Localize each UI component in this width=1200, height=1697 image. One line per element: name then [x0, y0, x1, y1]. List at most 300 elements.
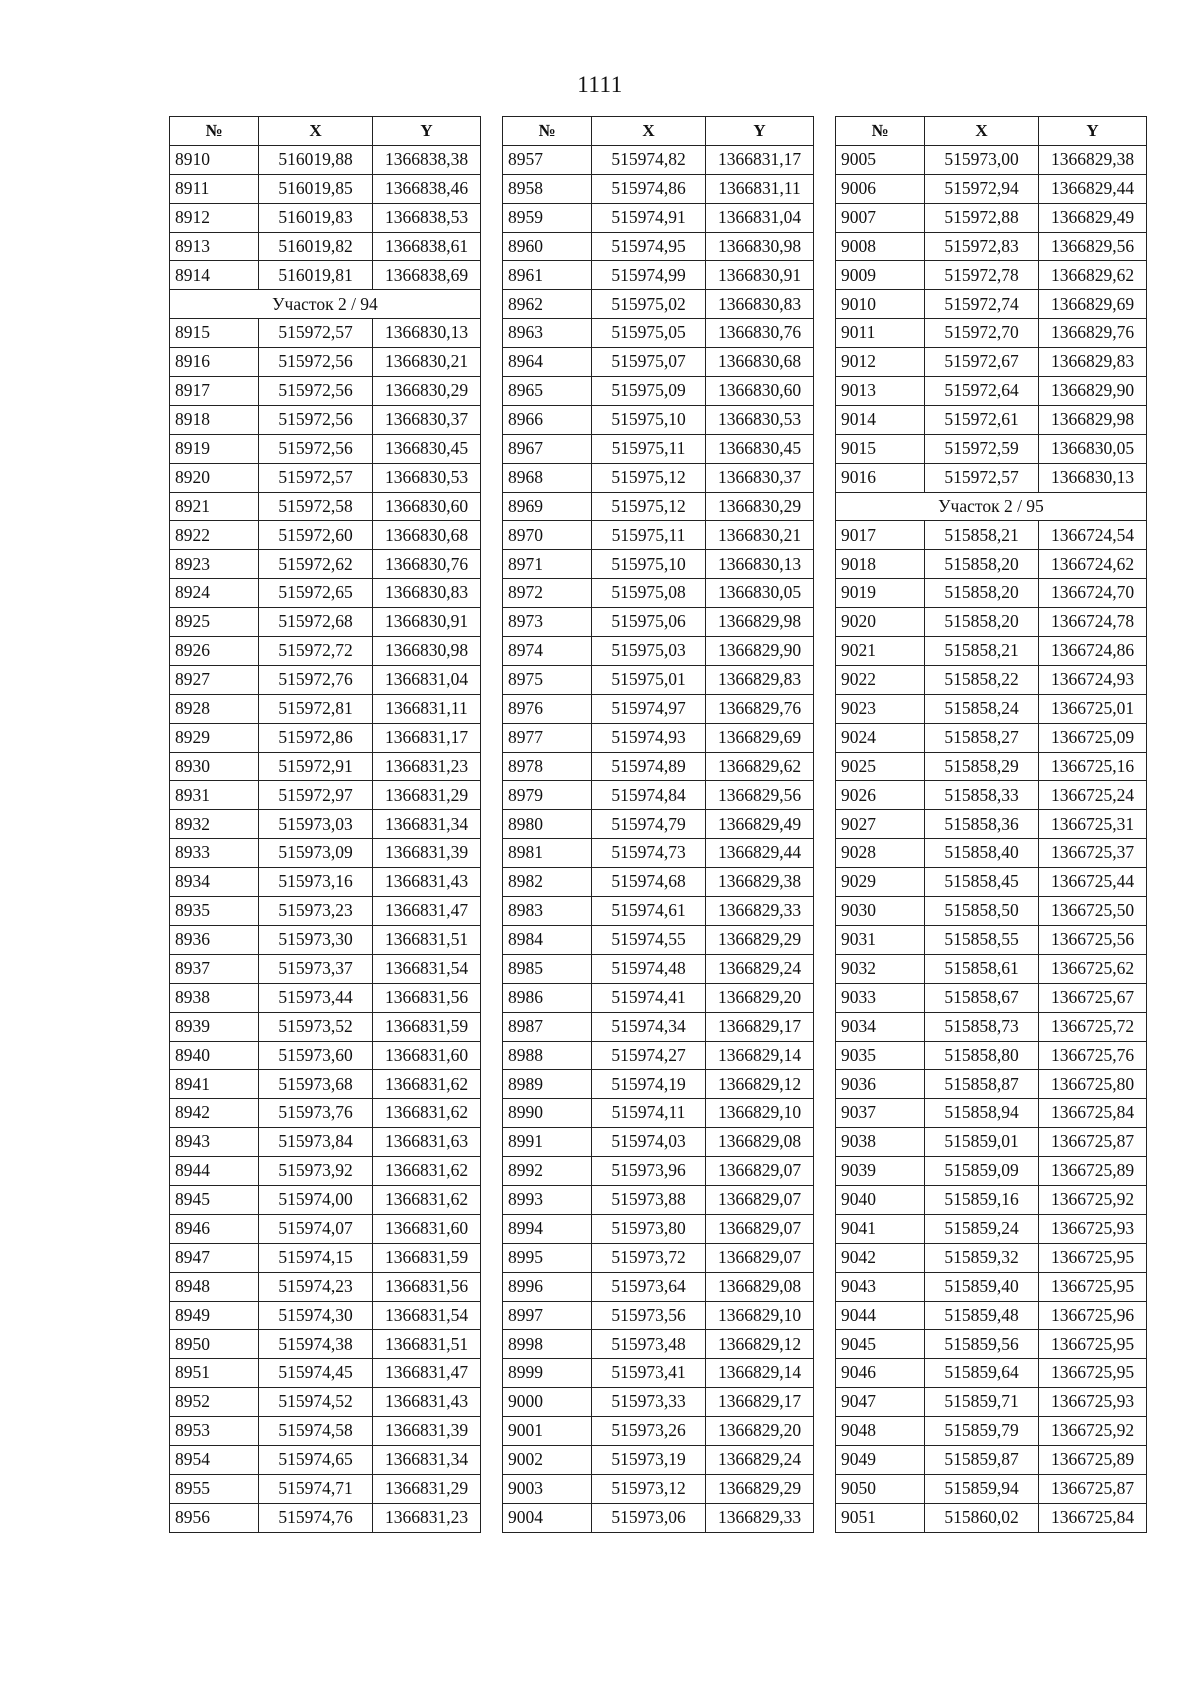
- table-row: [836, 377, 1147, 406]
- table-row: [503, 290, 814, 319]
- table-body: [836, 145, 1147, 1532]
- y-coordinate-cell: 1366725,93: [1039, 1388, 1147, 1417]
- point-number-cell: 9033: [836, 983, 925, 1012]
- point-number-cell: 8985: [503, 954, 592, 983]
- y-coordinate-cell: 1366831,34: [373, 810, 481, 839]
- point-number-cell: 8989: [503, 1070, 592, 1099]
- table-row: [836, 637, 1147, 666]
- x-coordinate-cell: 515973,88: [592, 1185, 706, 1214]
- x-coordinate-cell: 515974,61: [592, 897, 706, 926]
- y-coordinate-cell: 1366829,07: [706, 1214, 814, 1243]
- point-number-cell: 9001: [503, 1417, 592, 1446]
- point-number-cell: 8986: [503, 983, 592, 1012]
- x-coordinate-cell: 515859,09: [925, 1157, 1039, 1186]
- table-row: [503, 608, 814, 637]
- y-coordinate-cell: 1366831,56: [373, 983, 481, 1012]
- point-number-cell: 8950: [170, 1330, 259, 1359]
- table-row: [170, 1041, 481, 1070]
- x-coordinate-cell: 515858,21: [925, 637, 1039, 666]
- point-number-cell: 8984: [503, 925, 592, 954]
- y-coordinate-cell: 1366831,29: [373, 781, 481, 810]
- table-row: [836, 954, 1147, 983]
- y-coordinate-cell: 1366831,39: [373, 839, 481, 868]
- y-coordinate-cell: 1366725,93: [1039, 1214, 1147, 1243]
- x-coordinate-cell: 515975,12: [592, 492, 706, 521]
- x-coordinate-cell: 515858,20: [925, 608, 1039, 637]
- x-coordinate-cell: 515859,87: [925, 1445, 1039, 1474]
- x-coordinate-cell: 515974,52: [259, 1388, 373, 1417]
- point-number-cell: 8910: [170, 145, 259, 174]
- x-coordinate-cell: 516019,81: [259, 261, 373, 290]
- point-number-cell: 8919: [170, 434, 259, 463]
- point-number-cell: 8954: [170, 1445, 259, 1474]
- header-y: Y: [706, 117, 814, 146]
- y-coordinate-cell: 1366725,89: [1039, 1157, 1147, 1186]
- table-row: [170, 174, 481, 203]
- x-coordinate-cell: 515973,23: [259, 897, 373, 926]
- table-row: [503, 550, 814, 579]
- y-coordinate-cell: 1366831,60: [373, 1041, 481, 1070]
- y-coordinate-cell: 1366829,29: [706, 925, 814, 954]
- y-coordinate-cell: 1366830,05: [706, 579, 814, 608]
- table-row: [503, 1243, 814, 1272]
- y-coordinate-cell: 1366838,61: [373, 232, 481, 261]
- y-coordinate-cell: 1366838,53: [373, 203, 481, 232]
- y-coordinate-cell: 1366831,62: [373, 1070, 481, 1099]
- page-number: 1111: [577, 72, 623, 97]
- point-number-cell: 8925: [170, 608, 259, 637]
- x-coordinate-cell: 515974,91: [592, 203, 706, 232]
- x-coordinate-cell: 515974,82: [592, 145, 706, 174]
- table-row: [836, 1243, 1147, 1272]
- table-row: [836, 1330, 1147, 1359]
- table-row: [836, 1214, 1147, 1243]
- point-number-cell: 8998: [503, 1330, 592, 1359]
- x-coordinate-cell: 515972,61: [925, 405, 1039, 434]
- table-row: [503, 925, 814, 954]
- y-coordinate-cell: 1366831,51: [373, 925, 481, 954]
- y-coordinate-cell: 1366830,13: [706, 550, 814, 579]
- y-coordinate-cell: 1366829,83: [706, 665, 814, 694]
- table-row: [170, 1503, 481, 1532]
- point-number-cell: 9025: [836, 752, 925, 781]
- x-coordinate-cell: 515859,01: [925, 1128, 1039, 1157]
- point-number-cell: 8912: [170, 203, 259, 232]
- y-coordinate-cell: 1366829,20: [706, 983, 814, 1012]
- point-number-cell: 8964: [503, 348, 592, 377]
- x-coordinate-cell: 515858,80: [925, 1041, 1039, 1070]
- x-coordinate-cell: 515858,20: [925, 579, 1039, 608]
- table-row: [836, 174, 1147, 203]
- table-row: [503, 319, 814, 348]
- table-row: [503, 1301, 814, 1330]
- y-coordinate-cell: 1366829,29: [706, 1474, 814, 1503]
- point-number-cell: 8922: [170, 521, 259, 550]
- point-number-cell: 8942: [170, 1099, 259, 1128]
- y-coordinate-cell: 1366831,56: [373, 1272, 481, 1301]
- y-coordinate-cell: 1366829,10: [706, 1099, 814, 1128]
- table-row: [836, 1417, 1147, 1446]
- x-coordinate-cell: 515973,03: [259, 810, 373, 839]
- x-coordinate-cell: 515973,84: [259, 1128, 373, 1157]
- y-coordinate-cell: 1366829,56: [1039, 232, 1147, 261]
- y-coordinate-cell: 1366725,76: [1039, 1041, 1147, 1070]
- y-coordinate-cell: 1366838,46: [373, 174, 481, 203]
- point-number-cell: 9042: [836, 1243, 925, 1272]
- x-coordinate-cell: 515974,58: [259, 1417, 373, 1446]
- x-coordinate-cell: 515975,07: [592, 348, 706, 377]
- y-coordinate-cell: 1366829,69: [706, 723, 814, 752]
- point-number-cell: 9020: [836, 608, 925, 637]
- point-number-cell: 8962: [503, 290, 592, 319]
- x-coordinate-cell: 515974,03: [592, 1128, 706, 1157]
- point-number-cell: 8933: [170, 839, 259, 868]
- x-coordinate-cell: 515972,81: [259, 694, 373, 723]
- x-coordinate-cell: 516019,82: [259, 232, 373, 261]
- x-coordinate-cell: 515858,50: [925, 897, 1039, 926]
- x-coordinate-cell: 515859,48: [925, 1301, 1039, 1330]
- table-row: [170, 839, 481, 868]
- table-row: [170, 463, 481, 492]
- table-row: [170, 521, 481, 550]
- point-number-cell: 9002: [503, 1445, 592, 1474]
- y-coordinate-cell: 1366725,24: [1039, 781, 1147, 810]
- coordinates-table-left: [169, 116, 481, 1533]
- point-number-cell: 9007: [836, 203, 925, 232]
- x-coordinate-cell: 515974,48: [592, 954, 706, 983]
- table-row: [836, 1359, 1147, 1388]
- point-number-cell: 9049: [836, 1445, 925, 1474]
- x-coordinate-cell: 515859,16: [925, 1185, 1039, 1214]
- x-coordinate-cell: 515975,02: [592, 290, 706, 319]
- y-coordinate-cell: 1366725,01: [1039, 694, 1147, 723]
- table-row: [503, 1417, 814, 1446]
- point-number-cell: 8967: [503, 434, 592, 463]
- x-coordinate-cell: 515858,33: [925, 781, 1039, 810]
- point-number-cell: 8937: [170, 954, 259, 983]
- y-coordinate-cell: 1366829,98: [1039, 405, 1147, 434]
- y-coordinate-cell: 1366725,31: [1039, 810, 1147, 839]
- table-row: [170, 868, 481, 897]
- x-coordinate-cell: 515859,32: [925, 1243, 1039, 1272]
- y-coordinate-cell: 1366831,51: [373, 1330, 481, 1359]
- y-coordinate-cell: 1366831,23: [373, 1503, 481, 1532]
- y-coordinate-cell: 1366831,11: [706, 174, 814, 203]
- table-row: [836, 1272, 1147, 1301]
- y-coordinate-cell: 1366829,62: [1039, 261, 1147, 290]
- y-coordinate-cell: 1366830,45: [373, 434, 481, 463]
- point-number-cell: 9046: [836, 1359, 925, 1388]
- section-label: Участок 2 / 95: [836, 492, 1147, 521]
- point-number-cell: 8952: [170, 1388, 259, 1417]
- x-coordinate-cell: 515858,87: [925, 1070, 1039, 1099]
- y-coordinate-cell: 1366829,24: [706, 954, 814, 983]
- x-coordinate-cell: 515973,48: [592, 1330, 706, 1359]
- x-coordinate-cell: 515974,95: [592, 232, 706, 261]
- point-number-cell: 8930: [170, 752, 259, 781]
- x-coordinate-cell: 515972,60: [259, 521, 373, 550]
- point-number-cell: 8976: [503, 694, 592, 723]
- table-row: [836, 925, 1147, 954]
- table-row: [503, 1445, 814, 1474]
- y-coordinate-cell: 1366829,08: [706, 1128, 814, 1157]
- y-coordinate-cell: 1366829,44: [706, 839, 814, 868]
- x-coordinate-cell: 515974,00: [259, 1185, 373, 1214]
- point-number-cell: 9006: [836, 174, 925, 203]
- y-coordinate-cell: 1366830,05: [1039, 434, 1147, 463]
- y-coordinate-cell: 1366831,62: [373, 1157, 481, 1186]
- table-row: [836, 405, 1147, 434]
- x-coordinate-cell: 515972,58: [259, 492, 373, 521]
- header-x: X: [592, 117, 706, 146]
- table-row: [170, 1099, 481, 1128]
- y-coordinate-cell: 1366725,50: [1039, 897, 1147, 926]
- point-number-cell: 9009: [836, 261, 925, 290]
- y-coordinate-cell: 1366831,43: [373, 1388, 481, 1417]
- section-row: [836, 492, 1147, 521]
- x-coordinate-cell: 515974,45: [259, 1359, 373, 1388]
- table-row: [503, 665, 814, 694]
- point-number-cell: 9037: [836, 1099, 925, 1128]
- x-coordinate-cell: 515973,68: [259, 1070, 373, 1099]
- table-row: [170, 145, 481, 174]
- point-number-cell: 8972: [503, 579, 592, 608]
- x-coordinate-cell: 515858,21: [925, 521, 1039, 550]
- point-number-cell: 8955: [170, 1474, 259, 1503]
- table-row: [503, 1330, 814, 1359]
- point-number-cell: 9005: [836, 145, 925, 174]
- y-coordinate-cell: 1366838,38: [373, 145, 481, 174]
- point-number-cell: 8981: [503, 839, 592, 868]
- y-coordinate-cell: 1366725,67: [1039, 983, 1147, 1012]
- y-coordinate-cell: 1366831,54: [373, 1301, 481, 1330]
- header-y: Y: [1039, 117, 1147, 146]
- table-row: [836, 723, 1147, 752]
- x-coordinate-cell: 515975,06: [592, 608, 706, 637]
- x-coordinate-cell: 515859,71: [925, 1388, 1039, 1417]
- x-coordinate-cell: 515858,20: [925, 550, 1039, 579]
- table-row: [170, 1417, 481, 1446]
- point-number-cell: 8916: [170, 348, 259, 377]
- y-coordinate-cell: 1366724,78: [1039, 608, 1147, 637]
- x-coordinate-cell: 515858,67: [925, 983, 1039, 1012]
- point-number-cell: 8994: [503, 1214, 592, 1243]
- x-coordinate-cell: 515975,11: [592, 434, 706, 463]
- point-number-cell: 8943: [170, 1128, 259, 1157]
- section-row: [170, 290, 481, 319]
- x-coordinate-cell: 515972,74: [925, 290, 1039, 319]
- table-row: [503, 348, 814, 377]
- header-number: №: [503, 117, 592, 146]
- y-coordinate-cell: 1366831,59: [373, 1012, 481, 1041]
- table-row: [836, 1301, 1147, 1330]
- y-coordinate-cell: 1366829,17: [706, 1012, 814, 1041]
- x-coordinate-cell: 515972,70: [925, 319, 1039, 348]
- y-coordinate-cell: 1366829,38: [1039, 145, 1147, 174]
- table-row: [503, 434, 814, 463]
- x-coordinate-cell: 515972,97: [259, 781, 373, 810]
- point-number-cell: 8996: [503, 1272, 592, 1301]
- x-coordinate-cell: 515975,11: [592, 521, 706, 550]
- table-row: [836, 261, 1147, 290]
- x-coordinate-cell: 515972,88: [925, 203, 1039, 232]
- x-coordinate-cell: 515975,05: [592, 319, 706, 348]
- point-number-cell: 8966: [503, 405, 592, 434]
- table-row: [503, 1388, 814, 1417]
- header-x: X: [925, 117, 1039, 146]
- point-number-cell: 8993: [503, 1185, 592, 1214]
- table-row: [170, 781, 481, 810]
- table-row: [836, 1388, 1147, 1417]
- table-row: [170, 1070, 481, 1099]
- y-coordinate-cell: 1366829,12: [706, 1330, 814, 1359]
- y-coordinate-cell: 1366724,54: [1039, 521, 1147, 550]
- header-y: Y: [373, 117, 481, 146]
- x-coordinate-cell: 515973,60: [259, 1041, 373, 1070]
- y-coordinate-cell: 1366830,37: [706, 463, 814, 492]
- table-row: [503, 1359, 814, 1388]
- table-row: [836, 232, 1147, 261]
- table-row: [503, 1128, 814, 1157]
- x-coordinate-cell: 515973,92: [259, 1157, 373, 1186]
- x-coordinate-cell: 515974,68: [592, 868, 706, 897]
- point-number-cell: 8969: [503, 492, 592, 521]
- y-coordinate-cell: 1366829,14: [706, 1041, 814, 1070]
- table-row: [503, 1214, 814, 1243]
- table-row: [170, 319, 481, 348]
- table-row: [836, 897, 1147, 926]
- y-coordinate-cell: 1366724,93: [1039, 665, 1147, 694]
- y-coordinate-cell: 1366838,69: [373, 261, 481, 290]
- point-number-cell: 8949: [170, 1301, 259, 1330]
- table-row: [836, 868, 1147, 897]
- table-row: [836, 752, 1147, 781]
- x-coordinate-cell: 515972,76: [259, 665, 373, 694]
- point-number-cell: 8944: [170, 1157, 259, 1186]
- table-row: [170, 434, 481, 463]
- table-row: [503, 1099, 814, 1128]
- table-row: [836, 1503, 1147, 1532]
- point-number-cell: 8936: [170, 925, 259, 954]
- point-number-cell: 9000: [503, 1388, 592, 1417]
- table-row: [836, 608, 1147, 637]
- point-number-cell: 9011: [836, 319, 925, 348]
- table-row: [170, 810, 481, 839]
- x-coordinate-cell: 515974,27: [592, 1041, 706, 1070]
- y-coordinate-cell: 1366831,43: [373, 868, 481, 897]
- y-coordinate-cell: 1366831,11: [373, 694, 481, 723]
- x-coordinate-cell: 515972,57: [259, 319, 373, 348]
- x-coordinate-cell: 515972,56: [259, 434, 373, 463]
- x-coordinate-cell: 515973,44: [259, 983, 373, 1012]
- x-coordinate-cell: 515974,97: [592, 694, 706, 723]
- x-coordinate-cell: 515974,71: [259, 1474, 373, 1503]
- x-coordinate-cell: 515859,79: [925, 1417, 1039, 1446]
- point-number-cell: 8995: [503, 1243, 592, 1272]
- table-row: [170, 232, 481, 261]
- y-coordinate-cell: 1366725,95: [1039, 1330, 1147, 1359]
- point-number-cell: 8975: [503, 665, 592, 694]
- point-number-cell: 8914: [170, 261, 259, 290]
- table-row: [836, 434, 1147, 463]
- x-coordinate-cell: 515974,30: [259, 1301, 373, 1330]
- y-coordinate-cell: 1366725,95: [1039, 1272, 1147, 1301]
- x-coordinate-cell: 515974,41: [592, 983, 706, 1012]
- x-coordinate-cell: 515859,64: [925, 1359, 1039, 1388]
- table-row: [503, 1041, 814, 1070]
- y-coordinate-cell: 1366830,98: [706, 232, 814, 261]
- y-coordinate-cell: 1366829,08: [706, 1272, 814, 1301]
- x-coordinate-cell: 515858,45: [925, 868, 1039, 897]
- y-coordinate-cell: 1366830,68: [373, 521, 481, 550]
- table-row: [503, 839, 814, 868]
- coordinates-table-middle: [502, 116, 814, 1533]
- point-number-cell: 8991: [503, 1128, 592, 1157]
- point-number-cell: 8951: [170, 1359, 259, 1388]
- x-coordinate-cell: 515859,40: [925, 1272, 1039, 1301]
- x-coordinate-cell: 515859,56: [925, 1330, 1039, 1359]
- y-coordinate-cell: 1366830,21: [373, 348, 481, 377]
- y-coordinate-cell: 1366831,60: [373, 1214, 481, 1243]
- y-coordinate-cell: 1366830,91: [373, 608, 481, 637]
- y-coordinate-cell: 1366830,76: [706, 319, 814, 348]
- point-number-cell: 8928: [170, 694, 259, 723]
- table-row: [836, 810, 1147, 839]
- y-coordinate-cell: 1366725,96: [1039, 1301, 1147, 1330]
- y-coordinate-cell: 1366830,60: [373, 492, 481, 521]
- point-number-cell: 8927: [170, 665, 259, 694]
- table-row: [503, 492, 814, 521]
- point-number-cell: 9032: [836, 954, 925, 983]
- point-number-cell: 9027: [836, 810, 925, 839]
- table-row: [503, 983, 814, 1012]
- point-number-cell: 8941: [170, 1070, 259, 1099]
- x-coordinate-cell: 516019,85: [259, 174, 373, 203]
- x-coordinate-cell: 515858,55: [925, 925, 1039, 954]
- table-row: [170, 1272, 481, 1301]
- x-coordinate-cell: 515973,12: [592, 1474, 706, 1503]
- y-coordinate-cell: 1366831,62: [373, 1099, 481, 1128]
- table-body: [170, 145, 481, 1532]
- table-row: [170, 1214, 481, 1243]
- point-number-cell: 8979: [503, 781, 592, 810]
- x-coordinate-cell: 516019,88: [259, 145, 373, 174]
- table-row: [170, 925, 481, 954]
- y-coordinate-cell: 1366831,23: [373, 752, 481, 781]
- table-row: [503, 232, 814, 261]
- table-row: [836, 694, 1147, 723]
- x-coordinate-cell: 516019,83: [259, 203, 373, 232]
- point-number-cell: 8935: [170, 897, 259, 926]
- point-number-cell: 9022: [836, 665, 925, 694]
- point-number-cell: 9008: [836, 232, 925, 261]
- point-number-cell: 8965: [503, 377, 592, 406]
- x-coordinate-cell: 515974,55: [592, 925, 706, 954]
- x-coordinate-cell: 515972,62: [259, 550, 373, 579]
- x-coordinate-cell: 515975,01: [592, 665, 706, 694]
- x-coordinate-cell: 515973,41: [592, 1359, 706, 1388]
- y-coordinate-cell: 1366829,33: [706, 897, 814, 926]
- x-coordinate-cell: 515859,94: [925, 1474, 1039, 1503]
- table-row: [836, 145, 1147, 174]
- point-number-cell: 9003: [503, 1474, 592, 1503]
- y-coordinate-cell: 1366831,04: [706, 203, 814, 232]
- y-coordinate-cell: 1366829,76: [706, 694, 814, 723]
- table-row: [170, 983, 481, 1012]
- y-coordinate-cell: 1366829,12: [706, 1070, 814, 1099]
- x-coordinate-cell: 515858,22: [925, 665, 1039, 694]
- y-coordinate-cell: 1366725,87: [1039, 1474, 1147, 1503]
